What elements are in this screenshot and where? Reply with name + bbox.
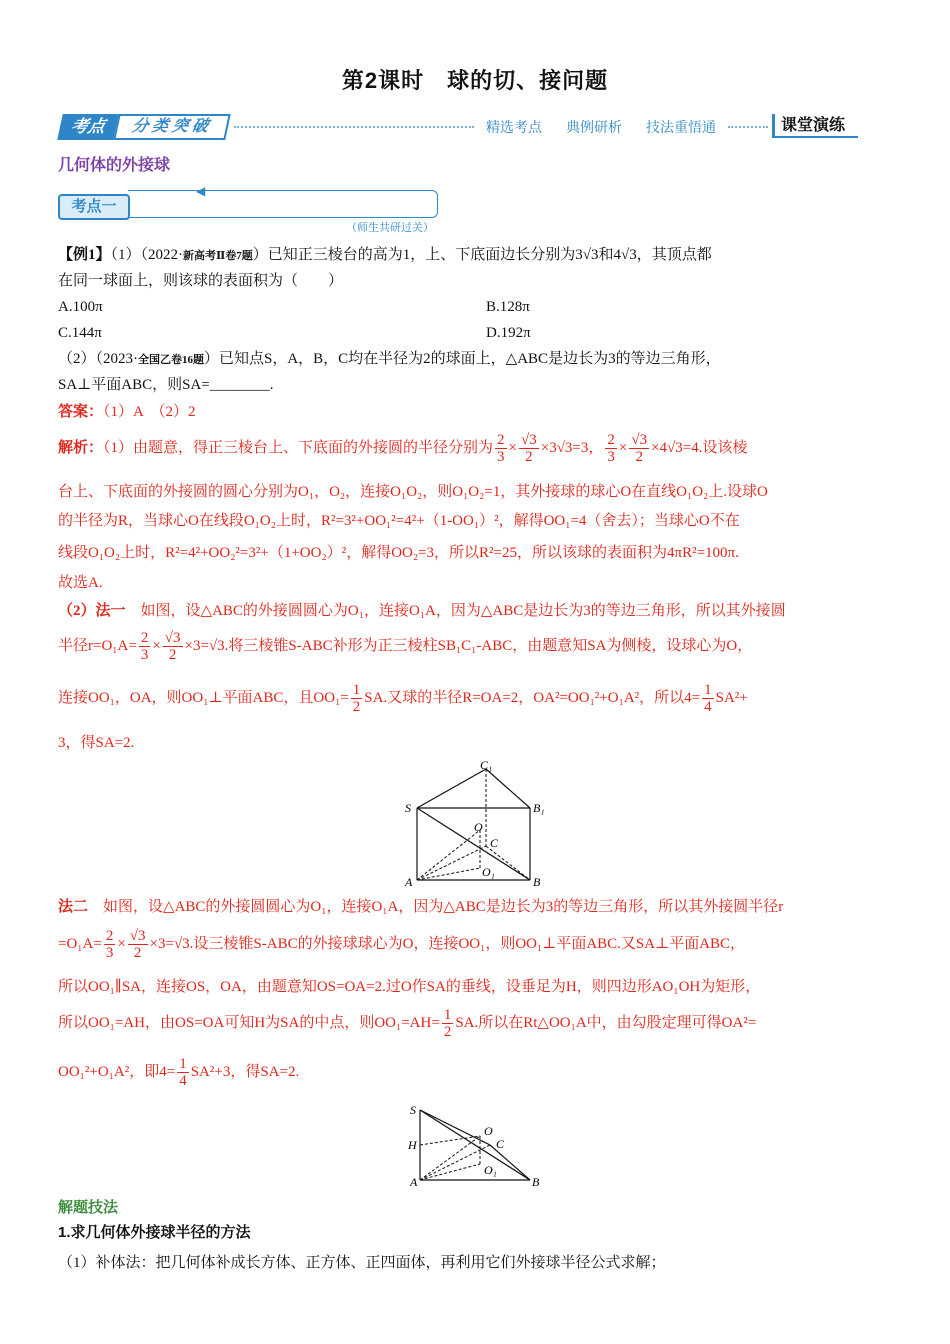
banner-nav-2: 典例研析 [566, 119, 622, 135]
frac-2-3-den: 3 [497, 449, 505, 465]
analysis-line-2: 台上、下底面的外接圆的圆心分别为O₁，O₂，连接O₁O₂，则O₁O₂=1，其外接球的球心O在直线O₁O₂上.设球O [58, 484, 768, 500]
fig2-label-h: H [408, 1138, 417, 1152]
banner-dots [234, 126, 474, 128]
method2-line-5 [58, 1056, 299, 1089]
m1-frac-1-2-den: 2 [352, 699, 361, 715]
option-a: A.100π [58, 299, 103, 315]
figure-pyramid [400, 1100, 550, 1192]
method2-line-1 [58, 896, 783, 918]
method1-l3c: SA²+ [715, 689, 748, 706]
fig2-label-o: O [484, 1124, 493, 1138]
m2-frac-1-2-num: 1 [443, 1007, 452, 1023]
example-p1-text: ）已知正三棱台的高为1，上、下底面边长分别为3√3和4√3，其顶点都 [252, 247, 712, 263]
method2-l2a: =O₁A= [58, 935, 102, 952]
example-p2-text: ）已知点S，A，B，C均在半径为2的球面上，△ABC是边长为3的等边三角形， [204, 351, 721, 367]
m2-frac-2-3-num: 2 [105, 928, 114, 944]
frac-2-3-num: 2 [497, 432, 505, 448]
frac-r3-2-den-b: 2 [635, 449, 643, 465]
method2-l5b: SA²+3，得SA=2. [190, 1063, 300, 1080]
method1-l3b: SA.又球的半径R=OA=2，OA²=OO₁²+O₁A²，所以4= [364, 689, 701, 706]
analysis-line-4: 线段O₁O₂上时，R²=4²+OO₂²=3²+（1+OO₂）²，解得OO₂=3，所以R²=25，所以该球的表面积为4πR²=100π. [58, 545, 739, 561]
m2-frac-1-4-den: 4 [179, 1073, 187, 1089]
banner-dots-2 [728, 126, 768, 128]
fig2-label-o1: O₁ [484, 1163, 497, 1177]
section-heading: 几何体的外接球 [58, 157, 171, 174]
banner-nav-3: 技法重悟通 [646, 119, 716, 135]
method1-line-3 [58, 682, 748, 715]
example-label: 【例1】 [58, 247, 111, 263]
method1-l3a: 连接OO₁，OA，则OO₁⊥平面ABC，且OO₁= [58, 689, 349, 706]
example-line-p2 [58, 348, 721, 371]
answer-text: （1）A （2）2 [103, 404, 196, 420]
example-p2-source: 全国乙卷16题 [138, 354, 204, 366]
fig2-label-a: A [410, 1175, 418, 1189]
analysis-line-5: 故选A. [58, 575, 103, 591]
method1-line-1 [58, 600, 786, 622]
method2-l2b: ×3=√3.设三棱锥S-ABC的外接球球心为O，连接OO₁，则OO₁⊥平面ABC.又SA⊥平面ABC， [149, 935, 746, 952]
kaodian-note: （师生共研过关） [346, 222, 434, 234]
example-p1-source: 新高考Ⅱ卷7题 [183, 250, 253, 262]
m2-frac-r3-2-num: √3 [129, 928, 146, 944]
answer-line [58, 401, 196, 423]
method2-head: 法二 [58, 899, 89, 915]
answer-label: 答案： [58, 404, 104, 420]
method2-l4b: SA.所以在Rt△OO₁A中，由勾股定理可得OA²= [455, 1014, 757, 1031]
tips-item-1: （1）补体法：把几何体补成长方体、正方体、正四面体，再利用它们外接球半径公式求解； [58, 1255, 666, 1271]
figure-prism [400, 756, 560, 892]
method1-l1: 如图，设△ABC的外接圆圆心为O₁，连接O₁A，因为△ABC是边长为3的等边三角形，所以其外接圆 [140, 603, 786, 619]
analysis-l1c: ×4√3=4.设该棱 [651, 439, 748, 456]
analysis-label: 解析： [58, 439, 104, 456]
fig1-label-s: S [405, 801, 411, 815]
banner-badge-kaodian: 考点 [57, 114, 119, 140]
example-p1-head: （1）（2022· [110, 247, 184, 263]
fig2-label-b: B [532, 1175, 540, 1189]
frac-2-3-den-b: 3 [607, 449, 615, 465]
fig1-label-b: B [533, 875, 541, 889]
frac-2-3-num-b: 2 [607, 432, 615, 448]
kaodian-frame [128, 190, 438, 218]
fig1-label-c: C [490, 836, 499, 850]
method2-l4a: 所以OO₁=AH，由OS=OA可知H为SA的中点，则OO₁=AH= [58, 1014, 440, 1031]
example-p2-head: （2）（2023· [58, 351, 138, 367]
method2-line-3: 所以OO₁∥SA，连接OS，OA，由题意知OS=OA=2.过O作SA的垂线，设垂足为H，则四边形AO₁OH为矩形， [58, 979, 761, 995]
m1-frac-1-2-num: 1 [352, 682, 361, 698]
fig1-label-b1: B₁ [533, 801, 545, 815]
fig1-label-o1: O₁ [482, 865, 495, 879]
frac-r3-2-den: 2 [525, 449, 533, 465]
m2-frac-1-2-den: 2 [443, 1024, 452, 1040]
method1-head: （2）法一 [58, 603, 126, 619]
m1-frac-1-4-num: 1 [704, 682, 712, 698]
m2-frac-r3-2-den: 2 [133, 945, 142, 961]
fig2-label-c: C [496, 1137, 505, 1151]
tips-heading: 解题技法 [58, 1199, 119, 1216]
fig1-label-c1: C₁ [480, 758, 493, 772]
method2-line-2: =O₁A= $\frac{2}{3}$ × $\frac{√3}{2}$ ×3=√3.设三棱锥S-ABC的外接球球心为O，连接OO₁，则OO₁⊥平面ABC.又SA⊥平面ABC， [58, 928, 746, 961]
analysis-line-3: 的半径为R，当球心O在线段O₁O₂上时，R²=3²+OO₁²=4²+（1-OO₁）²，解得OO₁=4（舍去）；当球心O不在 [58, 513, 740, 529]
method1-line-2: 半径r=O₁A= $\frac{2}{3}$ × $\frac{√3}{2}$ ×3=√3.将三棱锥S-ABC补形为正三棱柱SB₁C₁-ABC，由题意知SA为侧棱，设球心为O， [58, 630, 753, 663]
tips-subheading: 1.求几何体外接球半径的方法 [58, 1224, 251, 1241]
example-line-2: 在同一球面上，则该球的表面积为（ ） [58, 273, 344, 289]
method1-line-4: 3，得SA=2. [58, 735, 135, 751]
option-b: B.128π [486, 299, 530, 315]
arrow-left-icon: ◀ [196, 184, 206, 198]
example-line-p2b: SA⊥平面ABC，则SA=________. [58, 377, 274, 393]
fig1-label-o: O [474, 820, 483, 834]
m2-frac-1-4-num: 1 [179, 1056, 187, 1072]
frac-r3-2-num-b: √3 [631, 432, 648, 448]
analysis-line-1: 解析：（1）由题意，得正三棱台上、下底面的外接圆的半径分别为 $\frac{2}{3}$ × $\frac{√3}{2}$ ×3√3=3， $\frac{2}{3}$ × $\frac{√3}{2}$ ×4√3=4.设该棱 [58, 432, 748, 465]
banner-badge-fenlei: 分类突破 [113, 114, 231, 140]
method1-l2a: 半径r=O₁A= [58, 637, 137, 654]
m1-frac-1-4-den: 4 [704, 699, 712, 715]
analysis-l1b: ×3√3=3， [540, 439, 604, 456]
m2-frac-2-3-den: 3 [105, 945, 114, 961]
fig1-label-a: A [405, 875, 413, 889]
kaodian-label: 考点一 [58, 194, 130, 220]
banner-nav-1: 精选考点 [486, 119, 542, 135]
method2-l5a: OO₁²+O₁A²，即4= [58, 1063, 176, 1080]
example-line-1 [58, 244, 712, 267]
m1-frac-r3-2-den: 2 [168, 647, 177, 663]
page-title: 第2课时 球的切、接问题 [341, 68, 609, 93]
method2-line-4 [58, 1007, 756, 1040]
m1-frac-2-3-num: 2 [140, 630, 149, 646]
analysis-l1a: （1）由题意，得正三棱台上、下底面的外接圆的半径分别为 [103, 439, 494, 456]
option-d: D.192π [486, 325, 531, 341]
method1-l2b: ×3=√3.将三棱锥S-ABC补形为正三棱柱SB₁C₁-ABC，由题意知SA为侧棱，设球心为O， [184, 637, 753, 654]
fig2-label-s: S [410, 1103, 416, 1117]
m1-frac-r3-2-num: √3 [164, 630, 181, 646]
method2-l1: 如图，设△ABC的外接圆圆心为O₁，连接O₁A，因为△ABC是边长为3的等边三角形，所以其外接圆半径r [103, 899, 784, 915]
option-c: C.144π [58, 325, 102, 341]
m1-frac-2-3-den: 3 [140, 647, 149, 663]
banner-nav-end: 课堂演练 [772, 114, 858, 138]
frac-r3-2-num: √3 [521, 432, 537, 448]
